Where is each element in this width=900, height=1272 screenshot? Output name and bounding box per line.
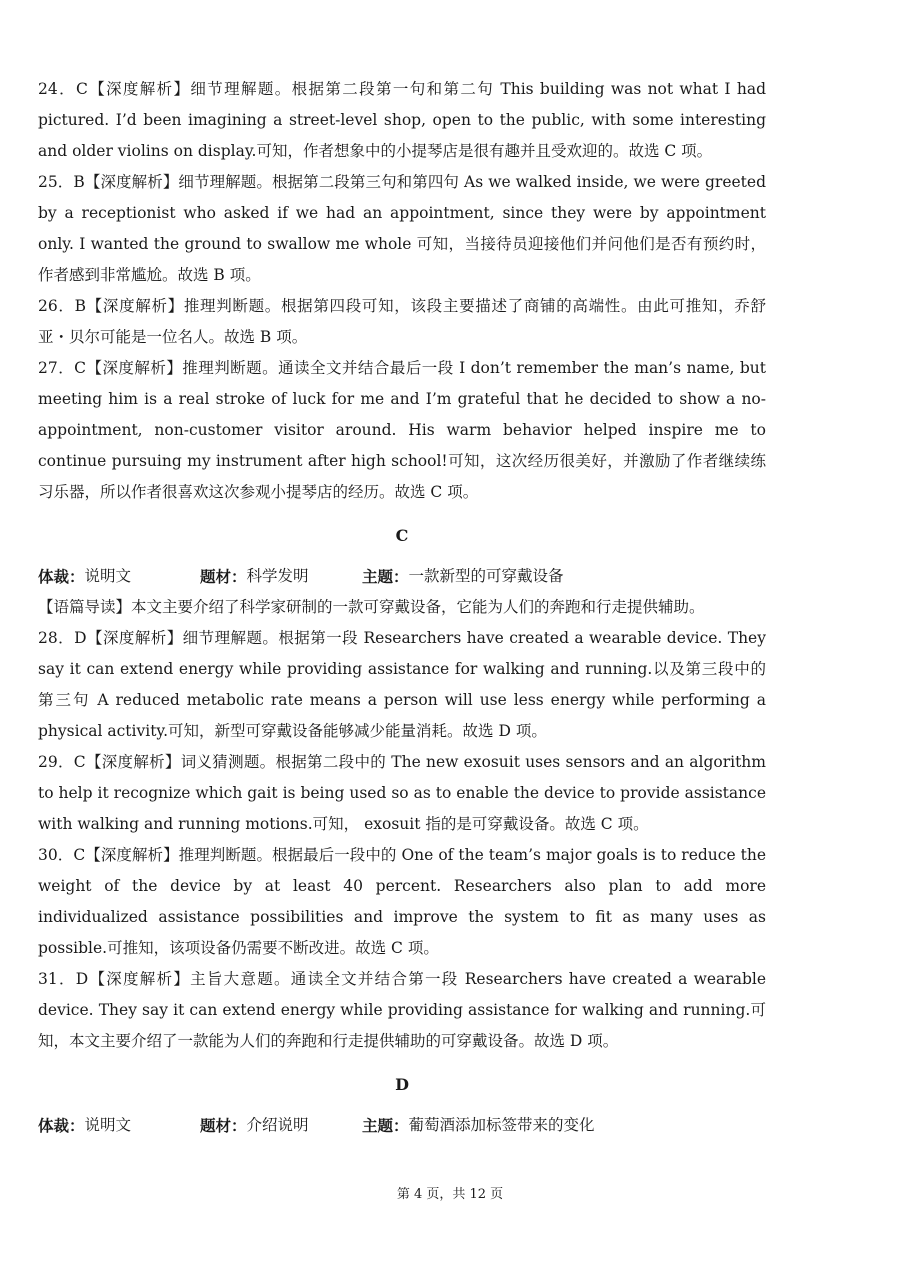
- page-number-footer: 第 4 页，共 12 页: [396, 1187, 504, 1202]
- document-page: [38, 74, 766, 1141]
- section-c-title: C: [395, 526, 409, 545]
- answer-explanation-29: 29．C【深度解析】词义猜测题。根据第二段中的 The new exosuit uses sensors and an algorithm to help it recognize which gait is being used so as to enable the device to provide assistance with walking and running motions.可知， exosuit 指的是可穿戴设备。故选 C 项。: [38, 753, 766, 833]
- answer-explanation-26: 26．B【深度解析】推理判断题。根据第四段可知，该段主要描述了商铺的高端性。由此可推知，乔舒亚・贝尔可能是一位名人。故选 B 项。: [38, 297, 766, 346]
- section-d-subject: [200, 1110, 362, 1141]
- subject-label: 题材：: [200, 1116, 247, 1135]
- theme-label: 主题：: [362, 567, 409, 586]
- section-c-meta: [38, 561, 766, 592]
- answer-explanation-27: 27．C【深度解析】推理判断题。通读全文并结合最后一段 I don’t remember the man’s name, but meeting him is a real stroke of luck for me and I’m grateful that he decided to show a no-appointment, non-customer visitor around. His warm behavior helped inspire me to continue pursuing my instrument after high school!可知，这次经历很美好，并激励了作者继续练习乐器，所以作者很喜欢这次参观小提琴店的经历。故选 C 项。: [38, 359, 766, 501]
- section-d-meta: [38, 1110, 766, 1141]
- theme-value: 葡萄酒添加标签带来的变化: [408, 1116, 595, 1134]
- section-d-theme: [362, 1110, 595, 1141]
- theme-label: 主题：: [362, 1116, 409, 1135]
- subject-value: 科学发明: [246, 567, 309, 585]
- answer-explanation-24: 24．C【深度解析】细节理解题。根据第二段第一句和第二句 This building was not what I had pictured. I’d been imagining a street-level shop, open to the public, with some interesting and older violins on display.可知，作者想象中的小提琴店是很有趣并且受欢迎的。故选 C 项。: [38, 80, 766, 160]
- genre-value: 说明文: [84, 567, 132, 585]
- answer-explanation-30: 30．C【深度解析】推理判断题。根据最后一段中的 One of the team’s major goals is to reduce the weight of the device by at least 40 percent. Researchers also plan to add more individualized assistance possibilities and improve the system to fit as many uses as possible.可推知，该项设备仍需要不断改进。故选 C 项。: [38, 846, 766, 957]
- theme-value: 一款新型的可穿戴设备: [408, 567, 564, 585]
- subject-value: 介绍说明: [246, 1116, 309, 1134]
- section-d-title: D: [395, 1075, 409, 1094]
- answer-explanation-31: 31．D【深度解析】主旨大意题。通读全文并结合第一段 Researchers have created a wearable device. They say it can extend energy while providing assistance for walking and running.可知，本文主要介绍了一款能为人们的奔跑和行走提供辅助的可穿戴设备。故选 D 项。: [38, 970, 766, 1050]
- answer-explanation-25: 25．B【深度解析】细节理解题。根据第二段第三句和第四句 As we walked inside, we were greeted by a receptionist who asked if we had an appointment, since they were by appointment only. I wanted the ground to swallow me whole 可知，当接待员迎接他们并问他们是否有预约时，作者感到非常尴尬。故选 B 项。: [38, 173, 766, 284]
- section-c-genre: [38, 561, 200, 592]
- section-c-subject: [200, 561, 362, 592]
- answer-explanation-28: 28．D【深度解析】细节理解题。根据第一段 Researchers have created a wearable device. They say it can extend energy while providing assistance for walking and running.以及第三段中的第三句 A reduced metabolic rate means a person will use less energy while performing a physical activity.可知，新型可穿戴设备能够减少能量消耗。故选 D 项。: [38, 629, 766, 740]
- genre-label: 体裁：: [38, 1116, 85, 1135]
- subject-label: 题材：: [200, 567, 247, 586]
- genre-value: 说明文: [84, 1116, 132, 1134]
- section-c-theme: [362, 561, 564, 592]
- genre-label: 体裁：: [38, 567, 85, 586]
- section-d-genre: [38, 1110, 200, 1141]
- section-c-guide: 【语篇导读】本文主要介绍了科学家研制的一款可穿戴设备，它能为人们的奔跑和行走提供辅助。: [38, 598, 705, 616]
